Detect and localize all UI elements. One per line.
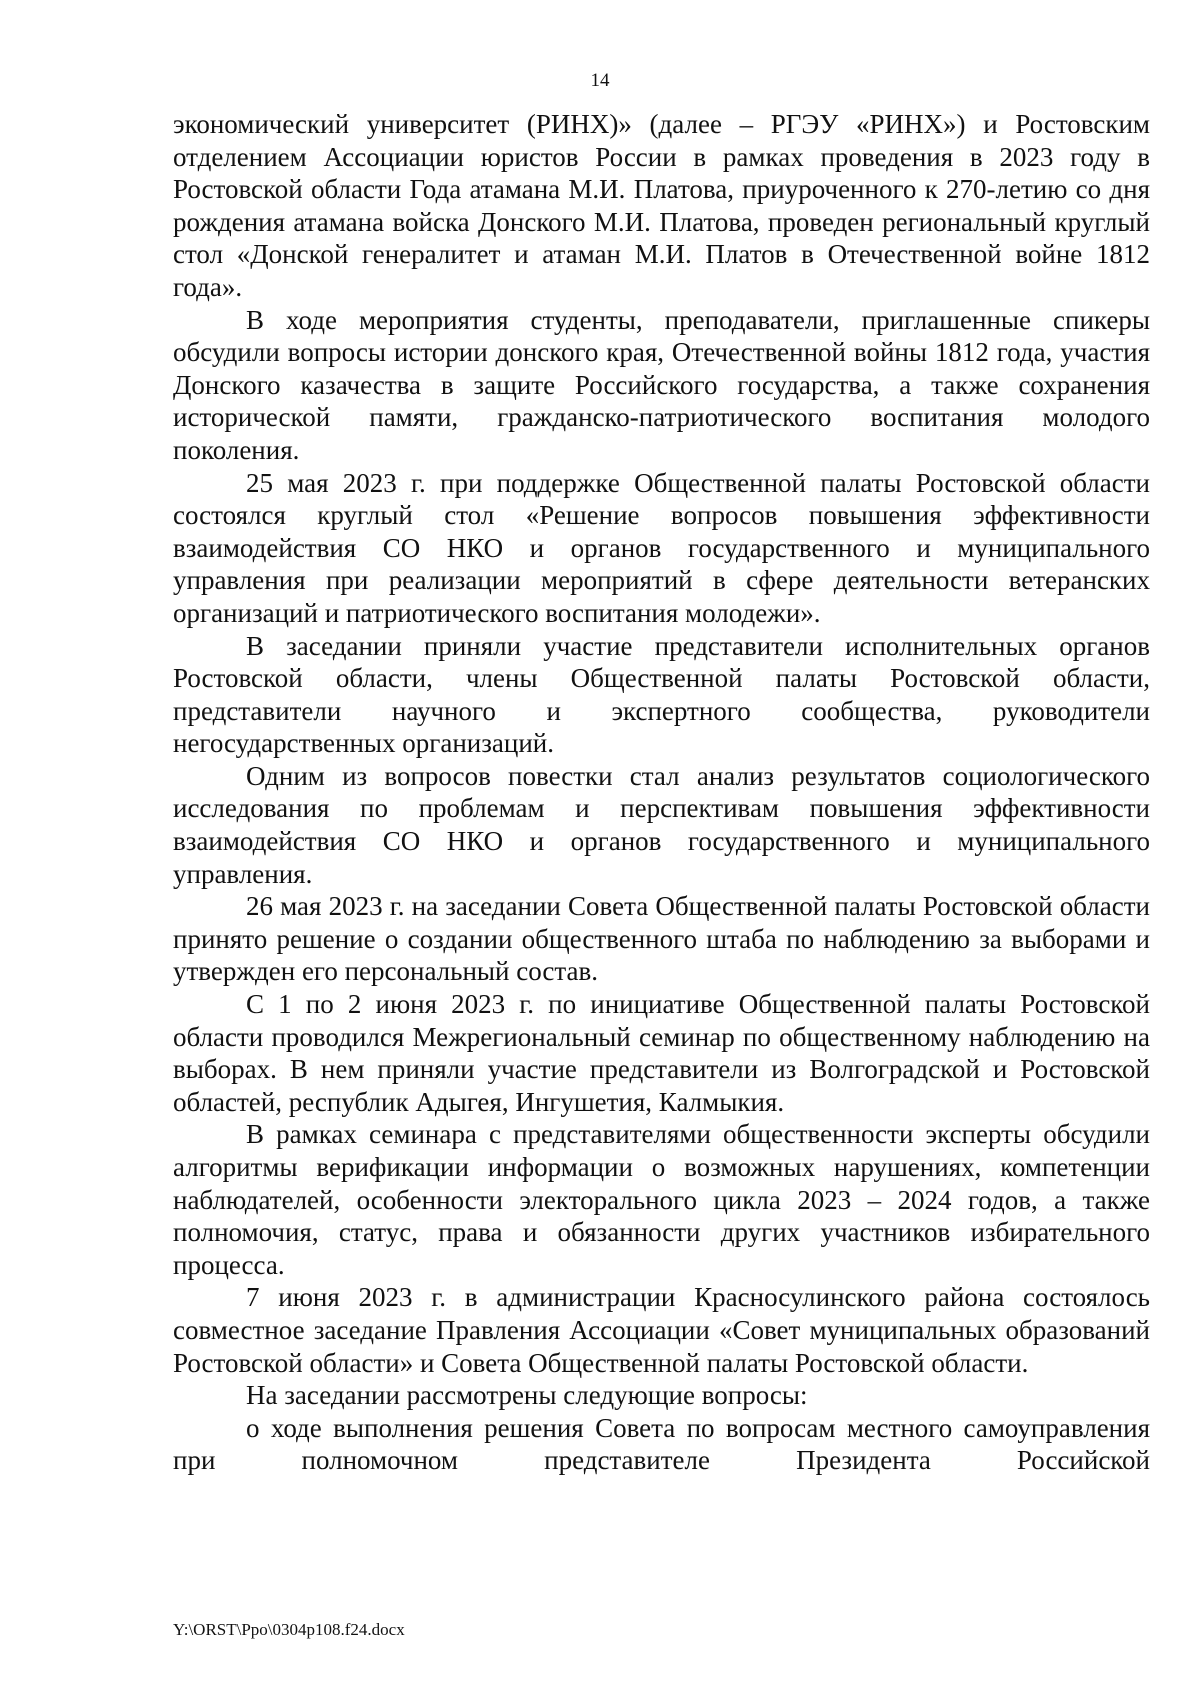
paragraph: 26 мая 2023 г. на заседании Совета Общественной палаты Ростовской области принято решение о создании общественного штаба по наблюдению за выборами и утвержден его персональный состав. [173, 891, 1150, 987]
paragraph: На заседании рассмотрены следующие вопросы: [246, 1380, 808, 1411]
paragraph: В заседании приняли участие представители исполнительных органов Ростовской области, члены Общественной палаты Ростовской области, представители научного и экспертного сообщества, руководители негосударственных организаций. [173, 630, 1150, 759]
paragraph: 25 мая 2023 г. при поддержке Общественной палаты Ростовской области состоялся круглый стол «Решение вопросов повышения эффективности взаимодействия СО НКО и органов государственного и муниципального управления при реализации мероприятий в сфере деятельности ветеранских организаций и патриотического воспитания молодежи». [173, 467, 1150, 628]
paragraph: С 1 по 2 июня 2023 г. по инициативе Общественной палаты Ростовской области проводился Межрегиональный семинар по общественному наблюдению на выборах. В нем приняли участие представители из Волгоградской и Ростовской областей, республик Адыгея, Ингушетия, Калмыкия. [173, 989, 1150, 1117]
paragraph: В ходе мероприятия студенты, преподаватели, приглашенные спикеры обсудили вопросы истории донского края, Отечественной войны 1812 года, участия Донского казачества в защите Российского государства, а также сохранения исторической памяти, гражданско-патриотического воспитания молодого поколения. [173, 304, 1150, 465]
paragraph: о ходе выполнения решения Совета по вопросам местного самоуправления при полномочном представителе Президента Российской [173, 1412, 1150, 1476]
document-body [173, 108, 1150, 1477]
paragraph: Одним из вопросов повестки стал анализ результатов социологического исследования по проблемам и перспективам повышения эффективности взаимодействия СО НКО и органов государственного и муниципального управления. [173, 760, 1150, 889]
footer-file-path: Y:\ORST\Ppo\0304p108.f24.docx [173, 1620, 405, 1639]
paragraph: экономический университет (РИНХ)» (далее – РГЭУ «РИНХ») и Ростовским отделением Ассоциации юристов России в рамках проведения в 2023 году в Ростовской области Года атамана М.И. Платова, приуроченного к 270-летию со дня рождения атамана войска Донского М.И. Платова, проведен региональный круглый стол «Донской генералитет и атаман М.И. Платов в Отечественной войне 1812 года». [173, 109, 1150, 302]
paragraph: В рамках семинара с представителями общественности эксперты обсудили алгоритмы верификации информации о возможных нарушениях, компетенции наблюдателей, особенности электорального цикла 2023 – 2024 годов, а также полномочия, статус, права и обязанности других участников избирательного процесса. [173, 1119, 1150, 1280]
page-number: 14 [590, 70, 610, 91]
paragraph: 7 июня 2023 г. в администрации Красносулинского района состоялось совместное заседание Правления Ассоциации «Совет муниципальных образований Ростовской области» и Совета Общественной палаты Ростовской области. [173, 1282, 1150, 1378]
